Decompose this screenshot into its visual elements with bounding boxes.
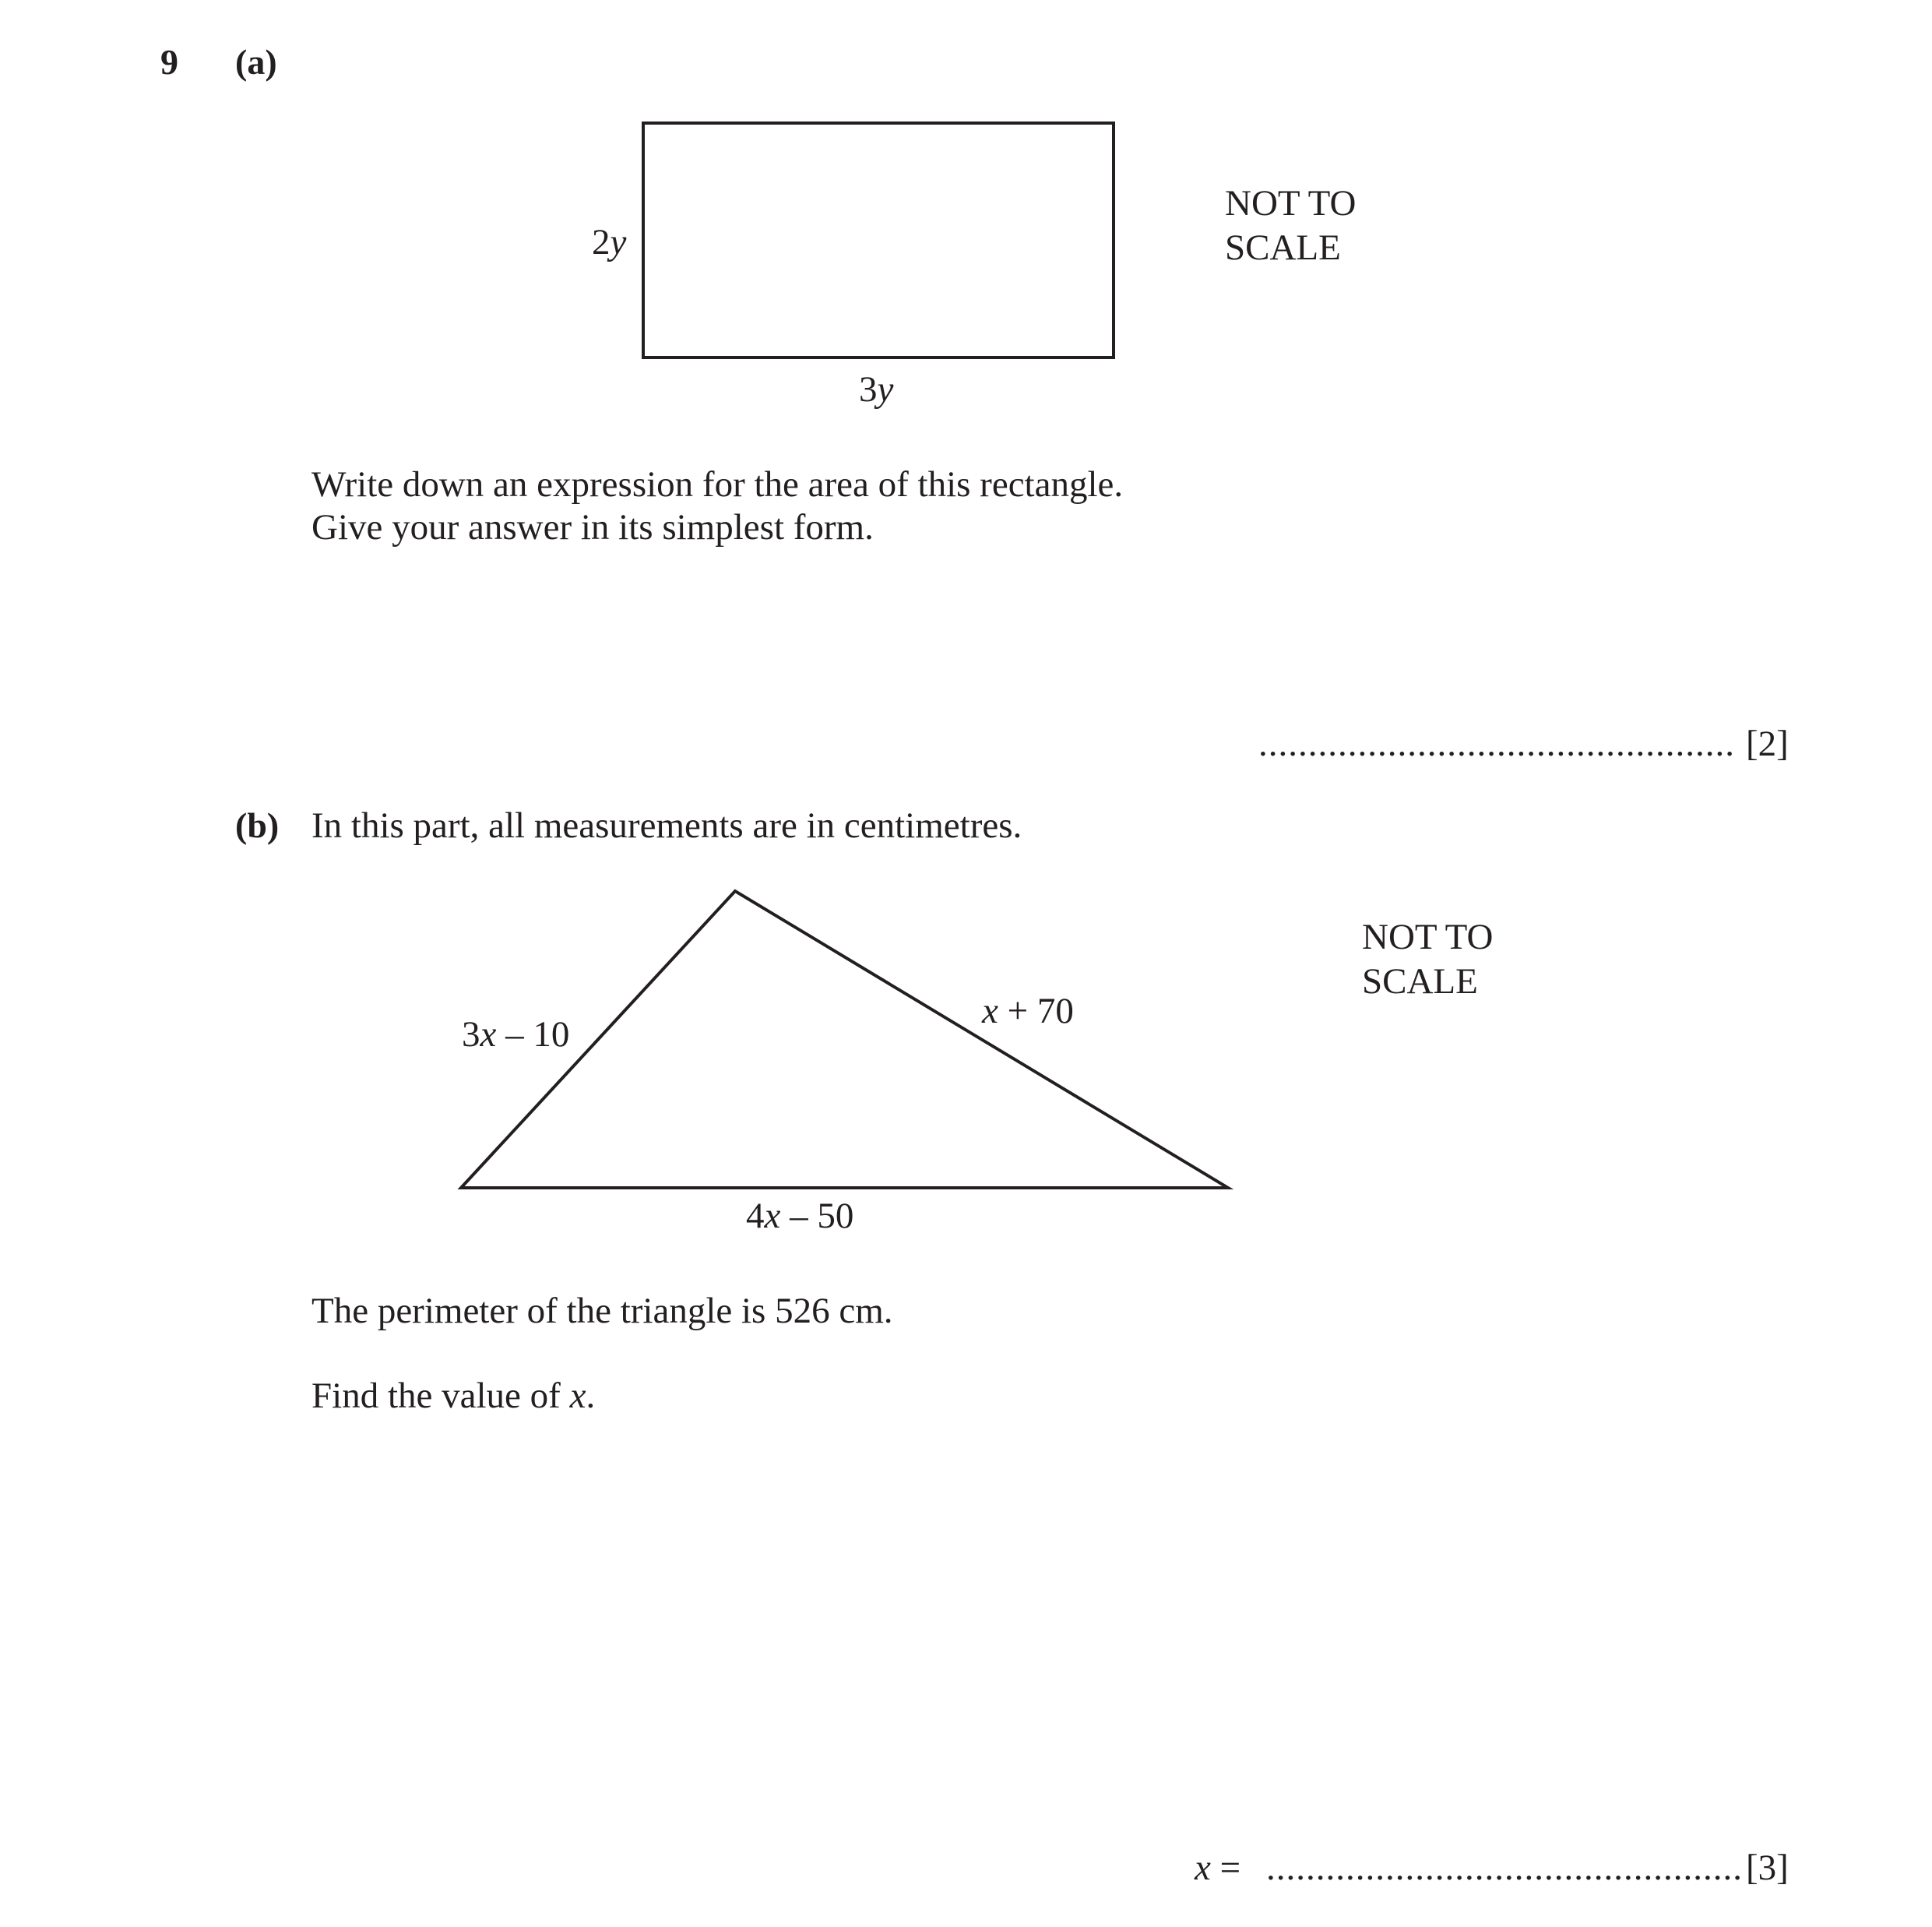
part-b-intro: In this part, all measurements are in centimetres.	[311, 805, 1022, 846]
instruction-a-line2: Give your answer in its simplest form.	[311, 507, 874, 548]
not-to-scale-b-line2: SCALE	[1362, 961, 1478, 1002]
rectangle-diagram	[643, 123, 1114, 358]
answer-line-a[interactable]: ................................................	[1258, 724, 1735, 764]
part-a-label: (a)	[235, 42, 277, 82]
triangle-diagram	[461, 891, 1228, 1188]
answer-line-b[interactable]: ................................................	[1266, 1848, 1743, 1888]
answer-b-prefix: x =	[1195, 1848, 1241, 1888]
instruction-a-line1: Write down an expression for the area of this rectangle.	[311, 464, 1124, 505]
triangle-left-side-label: 3x – 10	[462, 1014, 570, 1055]
marks-b: [3]	[1746, 1848, 1789, 1888]
part-b-label: (b)	[235, 805, 280, 845]
marks-a: [2]	[1746, 724, 1789, 764]
not-to-scale-a-line2: SCALE	[1225, 227, 1341, 268]
question-number: 9	[160, 42, 178, 82]
perimeter-text: The perimeter of the triangle is 526 cm.	[311, 1291, 893, 1331]
triangle-bottom-side-label: 4x – 50	[746, 1196, 854, 1236]
find-x-text: Find the value of x.	[311, 1376, 596, 1416]
rect-width-label: 3y	[859, 369, 894, 410]
not-to-scale-b-line1: NOT TO	[1362, 917, 1494, 957]
not-to-scale-a-line1: NOT TO	[1225, 183, 1357, 224]
rect-height-label: 2y	[592, 222, 627, 262]
triangle-right-side-label: x + 70	[982, 991, 1074, 1031]
